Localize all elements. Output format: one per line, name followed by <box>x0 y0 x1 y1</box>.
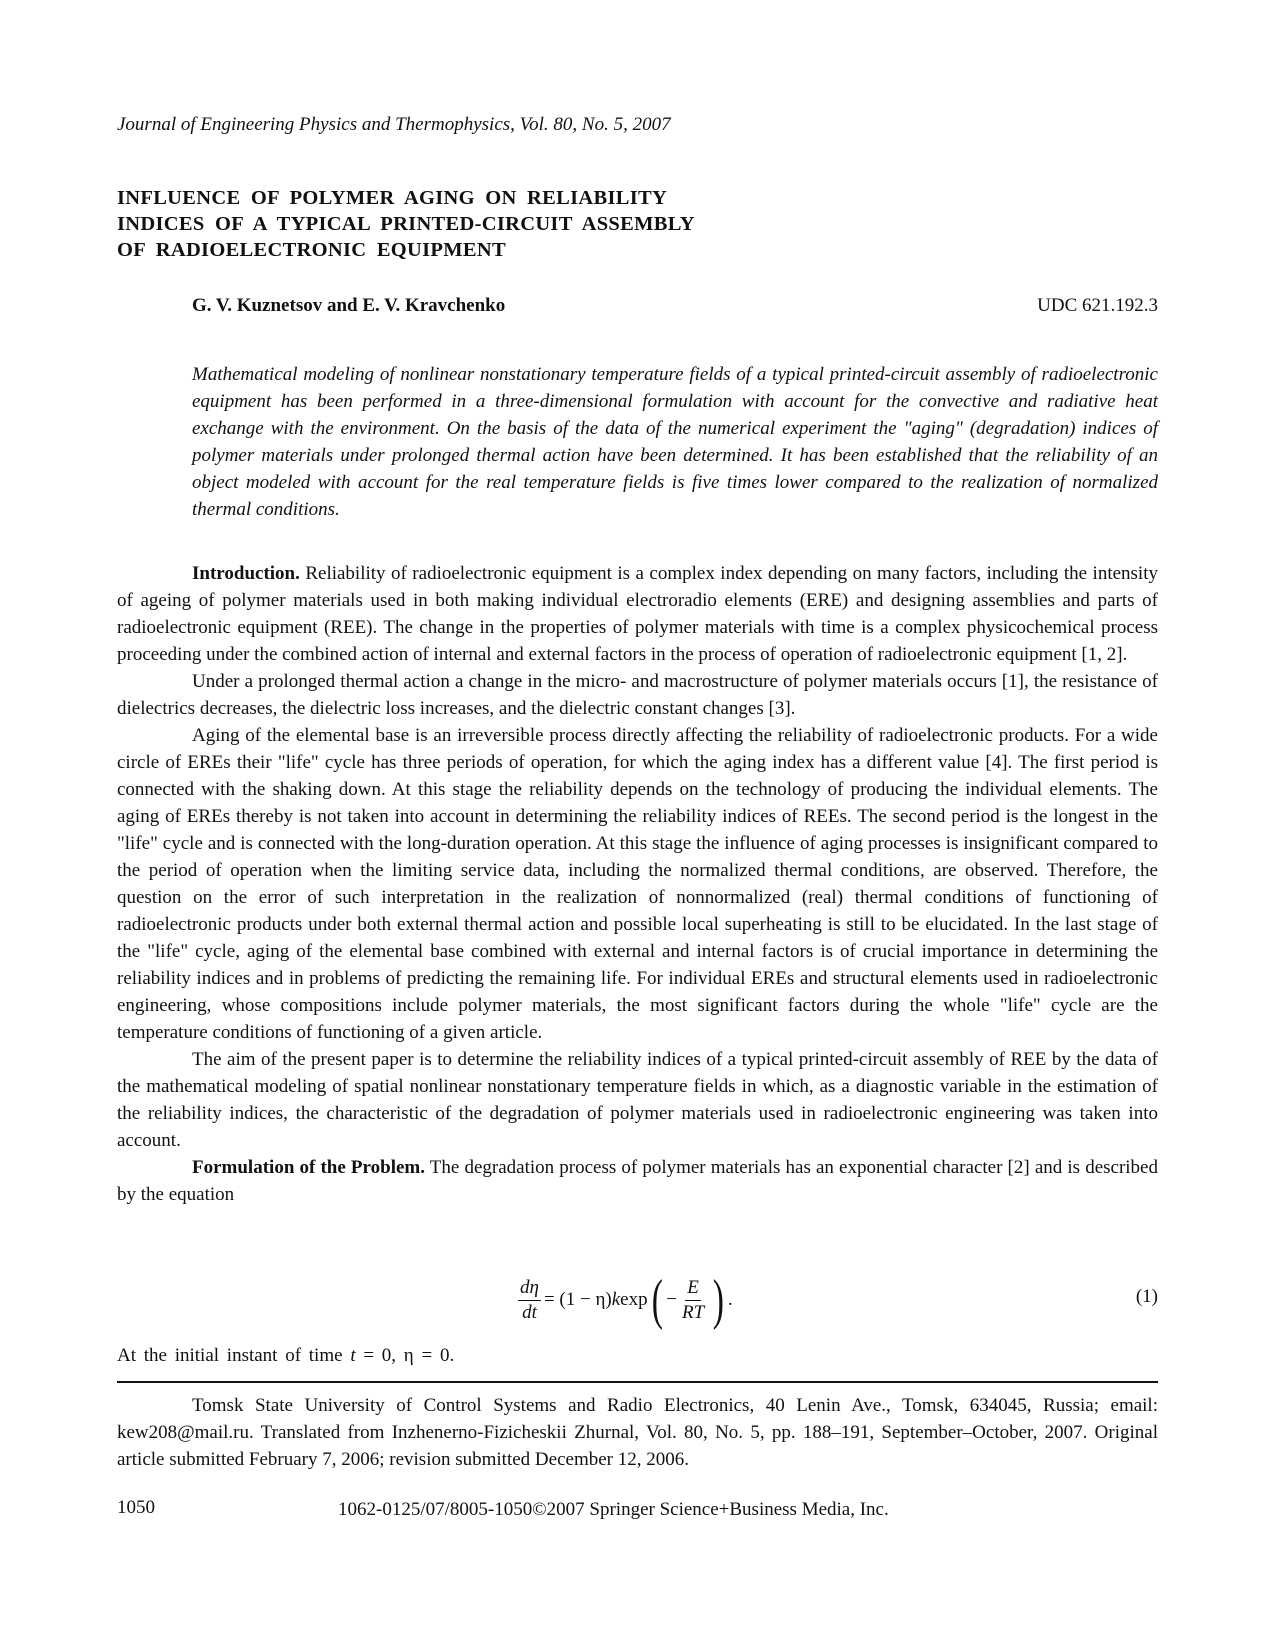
udc-code: UDC 621.192.3 <box>1037 295 1158 316</box>
equation-number: (1) <box>1135 1286 1158 1307</box>
body-text <box>117 560 1158 1208</box>
equation-minus: − <box>666 1289 677 1310</box>
title-line: INFLUENCE OF POLYMER AGING ON RELIABILITY <box>117 187 668 209</box>
formulation-paragraph <box>117 1154 1158 1208</box>
paragraph: Under a prolonged thermal action a change in the micro- and macrostructure of polymer materials occurs [1], the resistance of dielectrics decreases, the dielectric loss increases, and the dielectric constant changes [3]. <box>117 671 1158 719</box>
equation-exp: exp <box>620 1289 648 1310</box>
derivative-fraction <box>518 1277 541 1324</box>
equation-k: k <box>611 1289 621 1310</box>
equation-body <box>515 1262 733 1338</box>
formulation-text: The degradation process of polymer materials has an exponential character [2] and is described by the equation <box>117 1157 1158 1205</box>
section-heading-formulation: Formulation of the Problem. <box>192 1157 425 1178</box>
fraction-denominator: RT <box>681 1301 705 1323</box>
equation-end: . <box>727 1289 733 1310</box>
section-heading-introduction: Introduction. <box>192 563 300 584</box>
left-paren-icon: ( <box>651 1269 663 1331</box>
page-number: 1050 <box>117 1497 155 1518</box>
exponent-fraction <box>680 1277 706 1324</box>
title-line: OF RADIOELECTRONIC EQUIPMENT <box>117 239 506 261</box>
paragraph: The aim of the present paper is to determine the reliability indices of a typical printed-circuit assembly of REE by the data of the mathematical modeling of spatial nonlinear nonstationary temperature fields in which, as a diagnostic variable in the estimation of the reliability indices, the characteristic of the degradation of polymer materials used in radioelectronic engineering was taken into account. <box>117 1049 1158 1151</box>
intro-paragraph <box>117 560 1158 668</box>
initial-condition <box>117 1345 454 1367</box>
paper-title <box>117 185 877 263</box>
fraction-denominator: dt <box>522 1301 537 1323</box>
equation-1 <box>117 1262 1158 1338</box>
initial-prefix: At the initial instant of time <box>117 1345 351 1366</box>
title-line: INDICES OF A TYPICAL PRINTED-CIRCUIT ASSEMBLY <box>117 213 695 235</box>
authors: G. V. Kuznetsov and E. V. Kravchenko <box>192 295 506 316</box>
footnote-divider <box>117 1381 1158 1383</box>
right-paren-icon: ) <box>712 1269 725 1331</box>
initial-t: t <box>350 1345 356 1366</box>
copyright-line: 1062-0125/07/8005-1050©2007 Springer Science+Business Media, Inc. <box>338 1499 889 1520</box>
paragraph: Aging of the elemental base is an irreversible process directly affecting the reliability of radioelectronic products. For a wide circle of EREs their "life" cycle has three periods of operation, for which the aging index has a different value [4]. The first period is connected with the shaking down. At this stage the reliability depends on the technology of producing the individual elements. The aging of EREs thereby is not taken into account in determining the reliability indices of REEs. The second period is the longest in the "life" cycle and is connected with the long-duration operation. At this stage the influence of aging processes is insignificant compared to the period of operation when the limiting service data, including the normalized thermal conditions, are observed. Therefore, the question on the error of such interpretation in the realization of nonnormalized (real) thermal conditions of functioning of radioelectronic products under both external thermal action and possible local superheating is still to be elucidated. In the last stage of the "life" cycle, aging of the elemental base combined with external and internal factors is of crucial importance in determining the reliability indices and in problems of predicting the remaining life. For individual EREs and structural elements used in radioelectronic engineering, whose compositions include polymer materials, the most significant factors during the whole "life" cycle are the temperature conditions of functioning of a given article. <box>117 725 1158 1043</box>
intro-text: Reliability of radioelectronic equipment is a complex index depending on many factors, including the intensity of ageing of polymer materials used in both making individual electroradio elements (ERE) and designing assemblies and parts of radioelectronic equipment (REE). The change in the properties of polymer materials with time is a complex physicochemical process proceeding under the combined action of internal and external factors in the process of operation of radioelectronic equipment [1, 2]. <box>117 563 1158 665</box>
equation-middle: = (1 − η) <box>543 1289 612 1310</box>
footnote: Tomsk State University of Control Systems and Radio Electronics, 40 Lenin Ave., Tomsk, 634045, Russia; email: kew208@mail.ru. Translated from Inzhenerno-Fizicheskii Zhurnal, Vol. 80, No. 5, pp. 188–191, September–October, 2007. Original article submitted February 7, 2006; revision submitted December 12, 2006. <box>117 1395 1158 1470</box>
fraction-numerator: dη <box>518 1277 541 1301</box>
journal-citation: Journal of Engineering Physics and Thermophysics, Vol. 80, No. 5, 2007 <box>117 114 671 135</box>
fraction-numerator: E <box>685 1277 701 1301</box>
initial-rest: = 0, η = 0. <box>355 1345 455 1366</box>
abstract: Mathematical modeling of nonlinear nonstationary temperature fields of a typical printed-circuit assembly of radioelectronic equipment has been performed in a three-dimensional formulation with account for the convective and radiative heat exchange with the environment. On the basis of the data of the numerical experiment the "aging" (degradation) indices of polymer materials under prolonged thermal action have been determined. It has been established that the reliability of an object modeled with account for the real temperature fields is five times lower compared to the realization of normalized thermal conditions. <box>192 364 1158 520</box>
